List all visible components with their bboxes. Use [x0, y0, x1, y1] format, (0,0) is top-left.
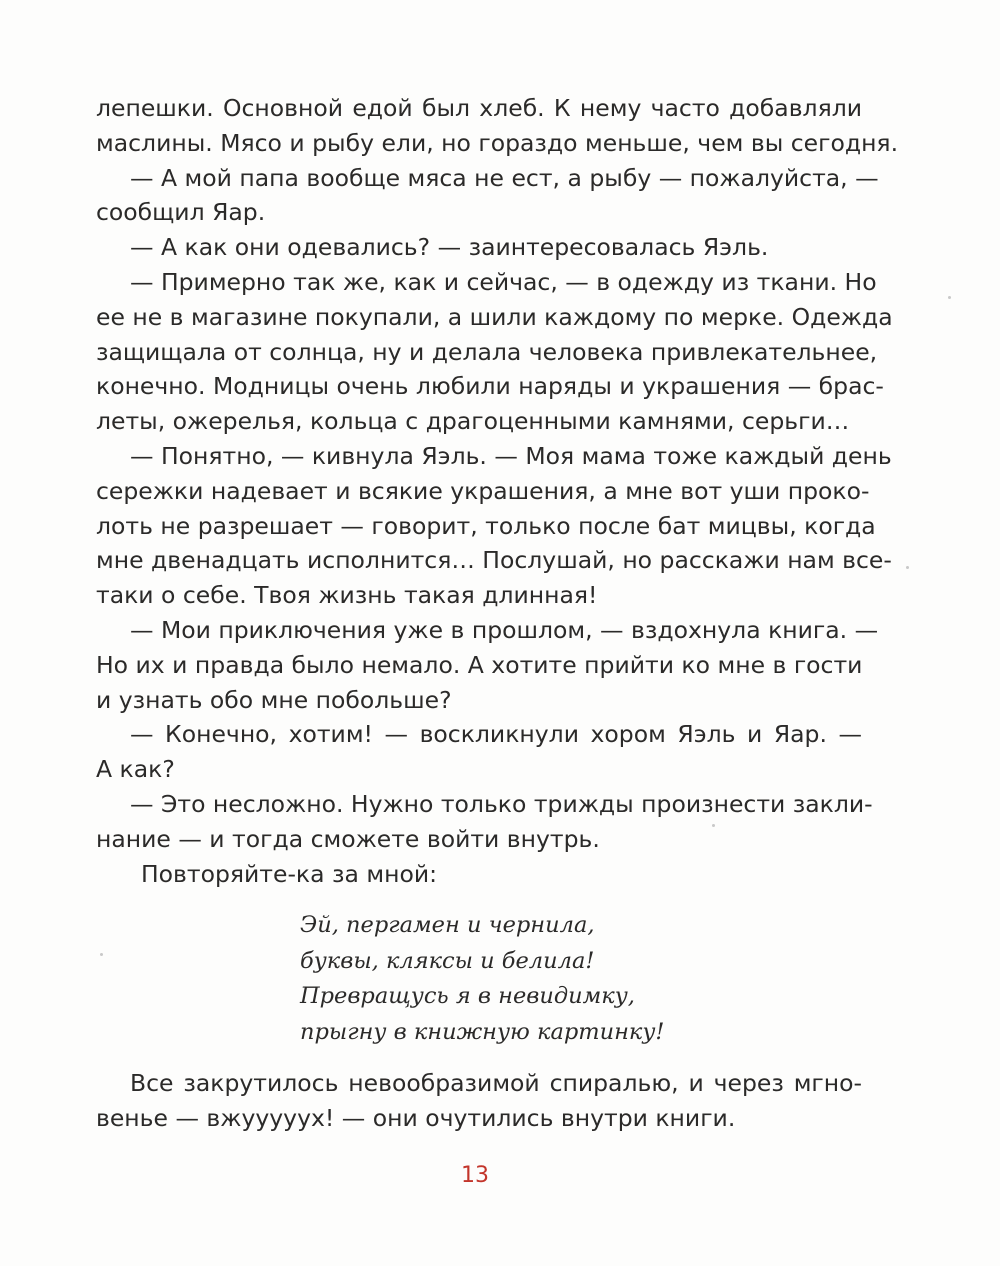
text-line: — А мой папа вообще мяса не ест, а рыбу — пожалуйста, — [130, 163, 879, 192]
text-line: сережки надевает и всякие украшения, а мне вот уши проко- [96, 476, 870, 505]
text-line: ее не в магазине покупали, а шили каждому по мерке. Одежда [96, 302, 893, 331]
text-line: Но их и правда было немало. А хотите прийти ко мне в гости [96, 650, 863, 679]
text-line: А как? [96, 755, 175, 784]
text-line: Все закрутилось невообразимой спиралью, и через мгно- [130, 1069, 862, 1097]
text-line: лоть не разрешает — говорит, только после бат мицвы, когда [96, 511, 876, 540]
poem-line: Эй, пергамен и чернила, [300, 912, 595, 938]
main-text [96, 91, 899, 891]
text-line: — Это несложно. Нужно только трижды произнести закли- [130, 789, 873, 818]
text-line: — Примерно так же, как и сейчас, — в одежду из ткани. Но [130, 267, 877, 296]
paper-speck [712, 824, 715, 827]
text-line: сообщил Яар. [96, 198, 266, 227]
text-line: — Понятно, — кивнула Яэль. — Моя мама тоже каждый день [130, 441, 892, 470]
text-line: конечно. Модницы очень любили наряды и украшения — брас- [96, 372, 884, 401]
text-line: нание — и тогда сможете войти внутрь. [96, 824, 600, 853]
text-line: венье — вжууууух! — они очутились внутри книги. [96, 1103, 736, 1132]
text-line: — Мои приключения уже в прошлом, — вздохнула книга. — [130, 615, 879, 644]
text-line: — Конечно, хотим! — воскликнули хором Яэль и Яар. — [130, 720, 862, 749]
page-number: 13 [461, 1163, 489, 1188]
text-line: мне двенадцать исполнится… Послушай, но расскажи нам все- [96, 546, 892, 575]
text-line: маслины. Мясо и рыбу ели, но гораздо меньше, чем вы сегодня. [96, 128, 899, 157]
poem-line: Превращусь я в невидимку, [300, 983, 635, 1010]
paper-speck [948, 296, 951, 299]
closing-paragraph [96, 1066, 862, 1136]
text-line: таки о себе. Твоя жизнь такая длинная! [96, 581, 598, 610]
paper-speck [906, 566, 909, 569]
text-line: — А как они одевались? — заинтересовалась Яэль. [130, 233, 769, 262]
paper-speck [100, 953, 103, 956]
poem-line: буквы, кляксы и белила! [300, 947, 595, 974]
text-line: Повторяйте-ка за мной: [141, 859, 438, 888]
text-line: леты, ожерелья, кольца с драгоценными камнями, серьги… [96, 407, 850, 436]
text-line: защищала от солнца, ну и делала человека привлекательнее, [96, 337, 878, 366]
poem-line: прыгну в книжную картинку! [300, 1019, 665, 1046]
text-line: лепешки. Основной едой был хлеб. К нему часто добавляли [96, 94, 862, 122]
text-line: и узнать обо мне побольше? [96, 685, 452, 714]
poem [300, 908, 720, 1051]
